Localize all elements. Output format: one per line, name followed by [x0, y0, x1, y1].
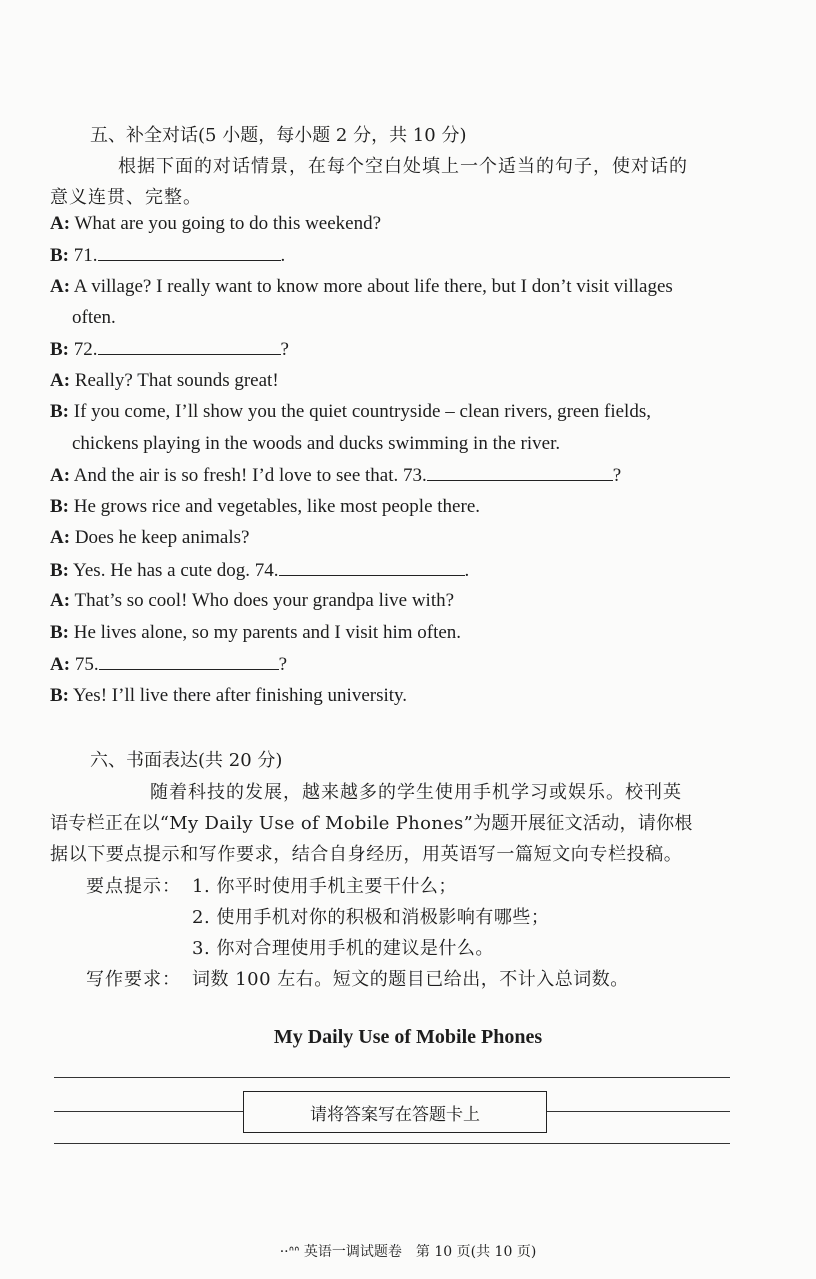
answer-blank-73	[427, 464, 613, 481]
speaker: B:	[50, 339, 69, 360]
question-number: 72.	[73, 339, 98, 360]
section6-paragraph-cont: 语专栏正在以“My Daily Use of Mobile Phones”为题开展征文活动，请你根	[50, 813, 693, 834]
dialogue-line-cont: often.	[72, 307, 116, 328]
dialogue-text: Yes! I’ll live there after finishing university.	[73, 685, 408, 706]
speaker: A:	[50, 370, 71, 391]
dialogue-text: Does he keep animals?	[74, 527, 250, 548]
dialogue-line	[50, 276, 673, 298]
answer-blank-72	[98, 338, 281, 355]
essay-title: My Daily Use of Mobile Phones	[273, 1026, 543, 1048]
dialogue-text: What are you going to do this weekend?	[74, 213, 382, 234]
punctuation: .	[464, 560, 470, 581]
dialogue-text: He grows rice and vegetables, like most people there.	[73, 496, 480, 517]
speaker: A:	[50, 527, 71, 548]
section6-paragraph-cont: 据以下要点提示和写作要求，结合自身经历，用英语写一篇短文向专栏投稿。	[50, 844, 683, 865]
section5-title: 五、补全对话(5 小题，每小题 2 分，共 10 分)	[90, 125, 467, 146]
point-item: 2. 使用手机对你的积极和消极影响有哪些；	[192, 907, 550, 928]
section6-title: 六、书面表达(共 20 分)	[90, 750, 283, 771]
page-footer: ··ᐢᐢ 英语一调试题卷 第 10 页(共 10 页)	[279, 1244, 537, 1260]
dialogue-line	[50, 338, 289, 361]
section5-instruction: 根据下面的对话情景，在每个空白处填上一个适当的句子，使对话的	[118, 156, 688, 177]
dialogue-line	[50, 213, 381, 235]
dialogue-line	[50, 370, 279, 392]
speaker: B:	[50, 560, 69, 581]
writing-line	[54, 1143, 730, 1144]
points-label: 要点提示：	[86, 876, 181, 897]
writing-line	[547, 1111, 730, 1112]
dialogue-line	[50, 401, 651, 423]
dialogue-text: If you come, I’ll show you the quiet countryside – clean rivers, green fields,	[73, 401, 651, 422]
dialogue-line	[50, 559, 469, 582]
dialogue-text: And the air is so fresh! I’d love to see that. 73.	[73, 465, 427, 486]
dialogue-text: A village? I really want to know more about life there, but I don’t visit villages	[73, 276, 673, 297]
dialogue-text: Yes. He has a cute dog. 74.	[73, 560, 279, 581]
dialogue-line	[50, 653, 287, 676]
dialogue-line	[50, 527, 249, 549]
answer-card-notice	[243, 1091, 547, 1133]
speaker: B:	[50, 685, 69, 706]
answer-blank-74	[279, 559, 465, 576]
dialogue-line	[50, 244, 285, 267]
dialogue-line	[50, 685, 407, 707]
speaker: A:	[50, 654, 71, 675]
speaker: B:	[50, 245, 69, 266]
dialogue-text: That’s so cool! Who does your grandpa live with?	[74, 590, 455, 611]
punctuation: ?	[612, 465, 622, 486]
speaker: A:	[50, 465, 71, 486]
question-number: 75.	[74, 654, 99, 675]
punctuation: .	[280, 245, 286, 266]
requirements-text: 词数 100 左右。短文的题目已给出，不计入总词数。	[192, 969, 629, 990]
question-number: 71.	[73, 245, 98, 266]
speaker: B:	[50, 496, 69, 517]
dialogue-line	[50, 464, 621, 487]
speaker: B:	[50, 622, 69, 643]
dialogue-line	[50, 622, 461, 644]
answer-card-note: 请将答案写在答题卡上	[310, 1104, 480, 1125]
speaker: A:	[50, 213, 71, 234]
speaker: B:	[50, 401, 69, 422]
speaker: A:	[50, 590, 71, 611]
punctuation: ?	[280, 339, 289, 360]
answer-blank-75	[99, 653, 279, 670]
dialogue-line-cont: chickens playing in the woods and ducks swimming in the river.	[72, 433, 561, 454]
section5-instruction-cont: 意义连贯、完整。	[50, 187, 202, 208]
point-item: 3. 你对合理使用手机的建议是什么。	[192, 938, 494, 959]
writing-line	[54, 1077, 730, 1078]
dialogue-text: He lives alone, so my parents and I visit him often.	[73, 622, 462, 643]
punctuation: ?	[278, 654, 287, 675]
dialogue-text: Really? That sounds great!	[74, 370, 279, 391]
dialogue-line	[50, 590, 454, 612]
requirements-label: 写作要求：	[86, 969, 181, 990]
point-item: 1. 你平时使用手机主要干什么；	[192, 876, 457, 897]
writing-line	[54, 1111, 243, 1112]
dialogue-line	[50, 496, 480, 518]
answer-blank-71	[98, 244, 281, 261]
section6-paragraph: 随着科技的发展，越来越多的学生使用手机学习或娱乐。校刊英	[150, 782, 682, 803]
speaker: A:	[50, 276, 71, 297]
